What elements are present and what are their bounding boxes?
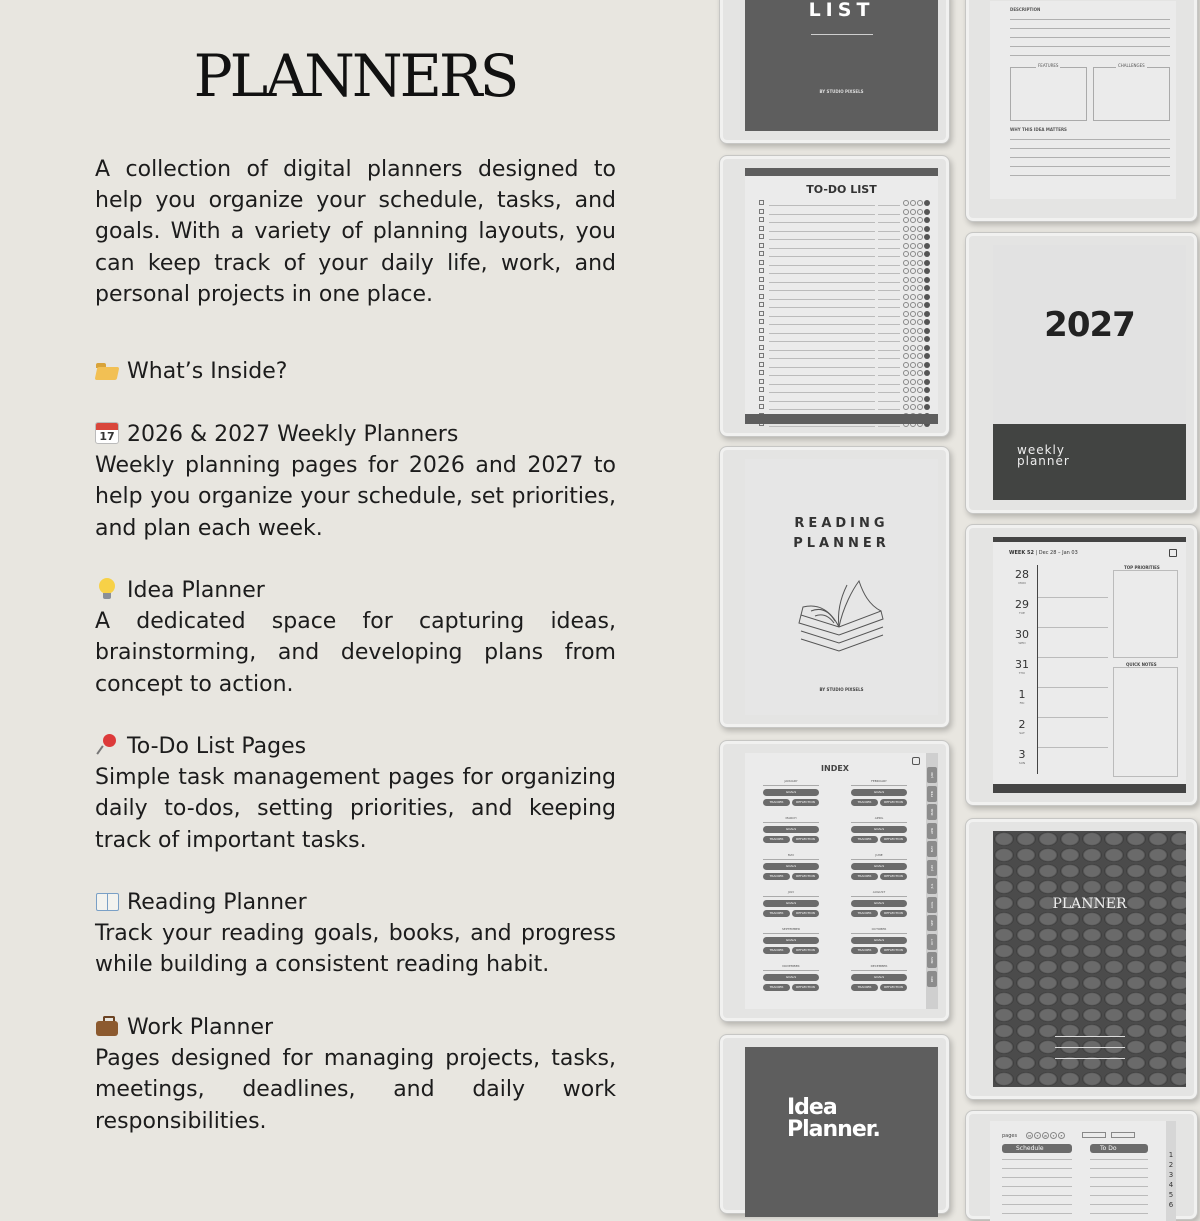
section-body: A dedicated space for capturing ideas, brainstorming, and developing plans from concept to action.	[95, 609, 616, 697]
index-mockup: INDEX JANUARY GOALS TRACKER REFLECTION FEBRUARY GOALS TRACKER REFLECTION MARCH GOALS TRACKER REFLECTION APRIL GOALS TRACKER REFLECTION MAY GOALS TRACKER REFLECTION JUNE GOALS TRACKER REFLECTION JULY GOALS TRACKER REFLECTION AUGUST GOALS TRACKER REFLECTION SEPTEMBER GOALS TRACKER REFLECTION OCTOBER GOALS TRACKER REFLECTION NOVEMBER GOALS TRACKER REFLECTION DECEMBER GOALS TRACKER REFLECTION JAN FEB MAR APR MAY JUN JUL AUG SEP OCT NOV DEC	[719, 740, 950, 1022]
daily-todo-label: To Do	[1100, 1145, 1117, 1152]
section-body: Weekly planning pages for 2026 and 2027 to help you organize your schedule, set priorities, and plan each week.	[95, 453, 616, 541]
weekly-cover-label: weekly planner	[1017, 443, 1070, 468]
index-month-tab: OCT	[927, 934, 937, 950]
week-day-number: 1	[1018, 688, 1026, 701]
list-cover-credit: BY STUDIO PIXSELS	[819, 89, 864, 94]
todo-checkbox	[759, 345, 764, 350]
section-body: Track your reading goals, books, and progress while building a consistent reading habit.	[95, 921, 616, 978]
index-month-label: SEPTEMBER	[782, 927, 800, 931]
weekly-cover-mockup	[965, 232, 1198, 514]
briefcase-icon	[95, 1015, 119, 1037]
week-day-number: 30	[1015, 628, 1029, 641]
week-day-number: 3	[1018, 748, 1026, 761]
week-day-number: 31	[1015, 658, 1029, 671]
index-month-tab: JUL	[927, 878, 937, 894]
section-reading-planner	[95, 887, 616, 981]
daily-side-tab: 1	[1168, 1151, 1174, 1159]
todo-checkbox	[759, 353, 764, 358]
week-day-number: 28	[1015, 568, 1029, 581]
daily-schedule-label: Schedule	[1016, 1145, 1044, 1152]
section-work-planner	[95, 1012, 616, 1137]
index-month-tab: APR	[927, 823, 937, 839]
week-day-name: MON	[1018, 581, 1026, 585]
index-title: INDEX	[821, 764, 849, 773]
daily-pages-label: pages	[1002, 1133, 1018, 1139]
todo-checkbox	[759, 260, 764, 265]
todo-checkbox	[759, 302, 764, 307]
index-month-tab: AUG	[927, 897, 937, 913]
todo-checkbox	[759, 200, 764, 205]
todo-checkbox	[759, 379, 764, 384]
index-month-label: AUGUST	[872, 890, 886, 894]
section-todo-pages	[95, 731, 616, 856]
index-month-label: DECEMBER	[870, 964, 888, 968]
open-book-illustration-icon	[791, 571, 891, 661]
week-day-name: WED	[1018, 641, 1026, 645]
pushpin-icon	[95, 734, 119, 756]
week-header: WEEK 52 | Dec 28 – Jan 03	[1009, 550, 1078, 556]
index-month-label: JULY	[787, 890, 795, 894]
planner-cover-mockup	[965, 818, 1198, 1100]
daily-side-tab: 2	[1168, 1161, 1174, 1169]
section-body: Pages designed for managing projects, tasks, meetings, deadlines, and daily work responsibilities.	[95, 1046, 616, 1134]
week-day-name: SUN	[1018, 761, 1026, 765]
index-month-tab: FEB	[927, 786, 937, 802]
week-day-row	[1007, 569, 1037, 585]
index-month-label: OCTOBER	[871, 927, 887, 931]
todo-checkbox	[759, 370, 764, 375]
list-cover-title: LIST	[808, 0, 875, 21]
todo-checkbox	[759, 404, 764, 409]
index-month-label: NOVEMBER	[782, 964, 800, 968]
todo-checkbox	[759, 285, 764, 290]
daily-side-tab: 5	[1168, 1191, 1174, 1199]
week-day-row	[1007, 719, 1037, 735]
section-weekly-planners	[95, 419, 616, 544]
section-heading: To-Do List Pages	[127, 734, 307, 759]
planner-cover-title: PLANNER	[1052, 896, 1127, 912]
week-day-row	[1007, 629, 1037, 645]
week-page-mockup	[965, 524, 1198, 806]
daily-page-mockup: pages M T W T F Schedule To Do 1 2 3 4 5 6	[965, 1110, 1198, 1220]
calendar-icon	[95, 422, 119, 444]
week-day-number: 29	[1015, 598, 1029, 611]
index-month-label: JUNE	[875, 853, 883, 857]
todo-checkbox	[759, 209, 764, 214]
index-month-tab: MAY	[927, 841, 937, 857]
todo-checkbox	[759, 277, 764, 282]
idea-cover-mockup	[719, 1034, 950, 1214]
index-month-label: FEBRUARY	[871, 779, 887, 783]
home-icon	[912, 757, 920, 765]
index-month-label: JANUARY	[784, 779, 798, 783]
todo-checkbox	[759, 387, 764, 392]
idea-challenges-label: CHALLENGES	[1118, 63, 1145, 68]
lightbulb-icon	[95, 578, 119, 600]
todo-checkbox	[759, 319, 764, 324]
reading-cover-credit: BY STUDIO PIXSELS	[819, 687, 864, 692]
daily-side-tab: 3	[1168, 1171, 1174, 1179]
idea-why-label: WHY THIS IDEA MATTERS	[1010, 127, 1067, 132]
todo-checkbox	[759, 217, 764, 222]
section-heading: 2026 & 2027 Weekly Planners	[127, 422, 459, 447]
intro-paragraph: A collection of digital planners designed to help you organize your schedule, tasks, and goals. With a variety of planning layouts, you can keep track of your daily life, work, and personal projects in one place.	[95, 157, 616, 307]
week-day-row	[1007, 689, 1037, 705]
todo-list-mockup	[719, 155, 950, 437]
top-priorities-label: TOP PRIORITIES	[1124, 565, 1160, 570]
inside-heading: What’s Inside?	[127, 359, 288, 384]
week-day-row	[1007, 749, 1037, 765]
section-heading: Work Planner	[127, 1015, 274, 1040]
todo-checkbox	[759, 243, 764, 248]
reading-cover-mockup	[719, 446, 950, 728]
weekly-cover-year: 2027	[1044, 305, 1135, 345]
open-book-icon	[95, 890, 119, 912]
section-body: Simple task management pages for organizing daily to-dos, setting priorities, and keeping track of important tasks.	[95, 765, 616, 853]
index-month-tab: NOV	[927, 952, 937, 968]
quick-notes-label: QUICK NOTES	[1126, 662, 1157, 667]
week-day-name: THU	[1018, 671, 1026, 675]
todo-checkbox	[759, 294, 764, 299]
reading-cover-title: READING PLANNER	[793, 516, 890, 551]
index-month-label: MARCH	[785, 816, 797, 820]
todo-checkbox	[759, 311, 764, 316]
todo-checkbox	[759, 268, 764, 273]
idea-page-mockup	[965, 0, 1198, 222]
index-month-label: MAY	[787, 853, 795, 857]
inside-heading-row	[95, 356, 616, 387]
todo-checkbox	[759, 251, 764, 256]
todo-title: TO-DO LIST	[806, 183, 877, 196]
idea-cover-title: Idea Planner.	[787, 1095, 880, 1142]
index-month-tab: SEP	[927, 915, 937, 931]
index-month-tab: DEC	[927, 971, 937, 987]
daily-side-tab: 6	[1168, 1201, 1174, 1209]
week-day-row	[1007, 659, 1037, 675]
section-heading: Reading Planner	[127, 890, 307, 915]
todo-checkbox	[759, 336, 764, 341]
list-cover-mockup	[719, 0, 950, 144]
week-day-name: FRI	[1019, 701, 1025, 705]
index-month-tab: MAR	[927, 804, 937, 820]
section-heading: Idea Planner	[127, 578, 265, 603]
daily-side-tab: 4	[1168, 1181, 1174, 1189]
week-day-number: 2	[1018, 718, 1026, 731]
todo-checkbox	[759, 226, 764, 231]
todo-checkbox	[759, 328, 764, 333]
section-idea-planner	[95, 575, 616, 700]
index-month-label: APRIL	[874, 816, 884, 820]
todo-checkbox	[759, 396, 764, 401]
idea-description-label: DESCRIPTION	[1010, 7, 1041, 12]
index-month-tab: JAN	[927, 767, 937, 783]
folder-icon	[95, 359, 119, 381]
week-day-name: TUE	[1019, 611, 1025, 615]
todo-checkbox	[759, 234, 764, 239]
page-title: PLANNERS	[193, 42, 517, 110]
idea-features-label: FEATURES	[1038, 63, 1059, 68]
index-month-tab: JUN	[927, 860, 937, 876]
todo-checkbox	[759, 362, 764, 367]
week-day-row	[1007, 599, 1037, 615]
calendar-small-icon	[1169, 549, 1177, 557]
week-day-name: SAT	[1019, 731, 1025, 735]
